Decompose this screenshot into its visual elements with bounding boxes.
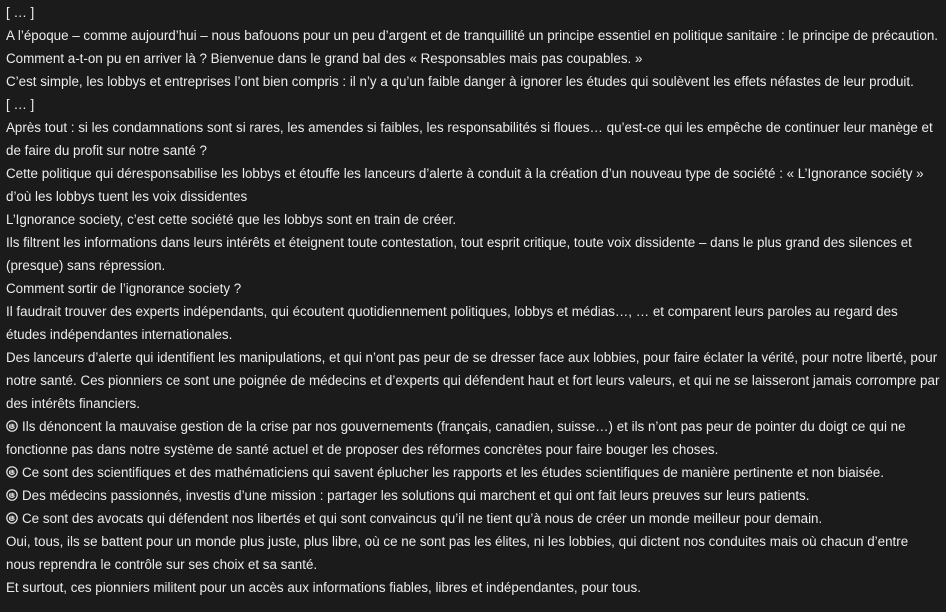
paragraph-et-surtout: Et surtout, ces pionniers militent pour un accès aux informations fiables, libres et indépendantes, pour tous. — [6, 580, 641, 595]
paragraph-filtrent: Ils filtrent les informations dans leurs intérêts et éteignent toute contestation, tout esprit critique, toute voix dissidente – dans le plus grand des silences et (presque) sans répression. — [6, 235, 912, 273]
paragraph-experts: Il faudrait trouver des experts indépendants, qui écoutent quotidiennement politiques, lobbys et médias…, … et comparent leurs paroles au regard des études indépendantes internationales. — [6, 304, 898, 342]
bullet-text: Ce sont des scientifiques et des mathématiciens qui savent éplucher les rapports et les études scientifiques de manière pertinente et non biaisée. — [22, 465, 884, 480]
bullet-item — [6, 461, 940, 484]
bullet-text: Des médecins passionnés, investis d’une mission : partager les solutions qui marchent et qui ont fait leurs preuves sur leurs patients. — [22, 488, 810, 503]
bullet-item — [6, 415, 940, 461]
bullet-item — [6, 507, 940, 530]
paragraph-oui-tous: Oui, tous, ils se battent pour un monde plus juste, plus libre, où ce ne sont pas les élites, ni les lobbies, qui dictent nos conduites mais où chacun d’entre nous reprendra le contrôle sur ses choix et sa santé. — [6, 534, 909, 572]
paragraph-ellipsis: [ … ] — [6, 5, 35, 20]
paragraph-ellipsis-2: [ … ] — [6, 97, 35, 112]
paragraph-ignorance-society: L’Ignorance society, c’est cette société que les lobbys sont en train de créer. — [6, 212, 457, 227]
paragraph-comment-sortir: Comment sortir de l’ignorance society ? — [6, 281, 242, 296]
bullet-text: Ce sont des avocats qui défendent nos libertés et qui sont convaincus qu’il ne tient qu’à nous de créer un monde meilleur pour demain. — [22, 511, 823, 526]
raised-fist-icon — [6, 489, 18, 501]
paragraph-lobbys: C’est simple, les lobbys et entreprises l’ont bien compris : il n’y a qu’un faible danger à ignorer les études qui soulèvent les effets néfastes de leur produit. — [6, 74, 914, 89]
paragraph-bal: Comment a-t-on pu en arriver là ? Bienvenue dans le grand bal des « Responsables mais pas coupables. » — [6, 51, 643, 66]
paragraph-condamnations: Après tout : si les condamnations sont si rares, les amendes si faibles, les responsabilités si floues… qu’est-ce qui les empêche de continuer leur manège et de faire du profit sur notre santé ? — [6, 120, 933, 158]
raised-fist-icon — [6, 512, 18, 524]
raised-fist-icon — [6, 420, 18, 432]
raised-fist-icon — [6, 466, 18, 478]
paragraph-politique: Cette politique qui déresponsabilise les lobbys et étouffe les lanceurs d’alerte à conduit à la création d’un nouveau type de société : « L’Ignorance sociéty » d’où les lobbys tuent les voix dissidentes — [6, 166, 924, 204]
bullet-text: Ils dénoncent la mauvaise gestion de la crise par nos gouvernements (français, canadien, suisse…) et ils n’ont pas peur de pointer du doigt ce qui ne fonctionne pas dans notre système de santé actuel et de proposer des réformes concrètes pour faire bouger les choses. — [6, 419, 906, 457]
bullet-item — [6, 484, 940, 507]
paragraph-lanceurs: Des lanceurs d’alerte qui identifient les manipulations, et qui n’ont pas peur de se dresser face aux lobbies, pour faire éclater la vérité, pour notre liberté, pour notre santé. Ces pionniers ce sont une poignée de médecins et d’experts qui défendent haut et fort leurs valeurs, et qui ne se laisseront jamais corrompre par des intérêts financiers. — [6, 350, 940, 411]
paragraph-precaution: A l’époque – comme aujourd’hui – nous bafouons pour un peu d’argent et de tranquillité un principe essentiel en politique sanitaire : le principe de précaution. — [6, 28, 939, 43]
